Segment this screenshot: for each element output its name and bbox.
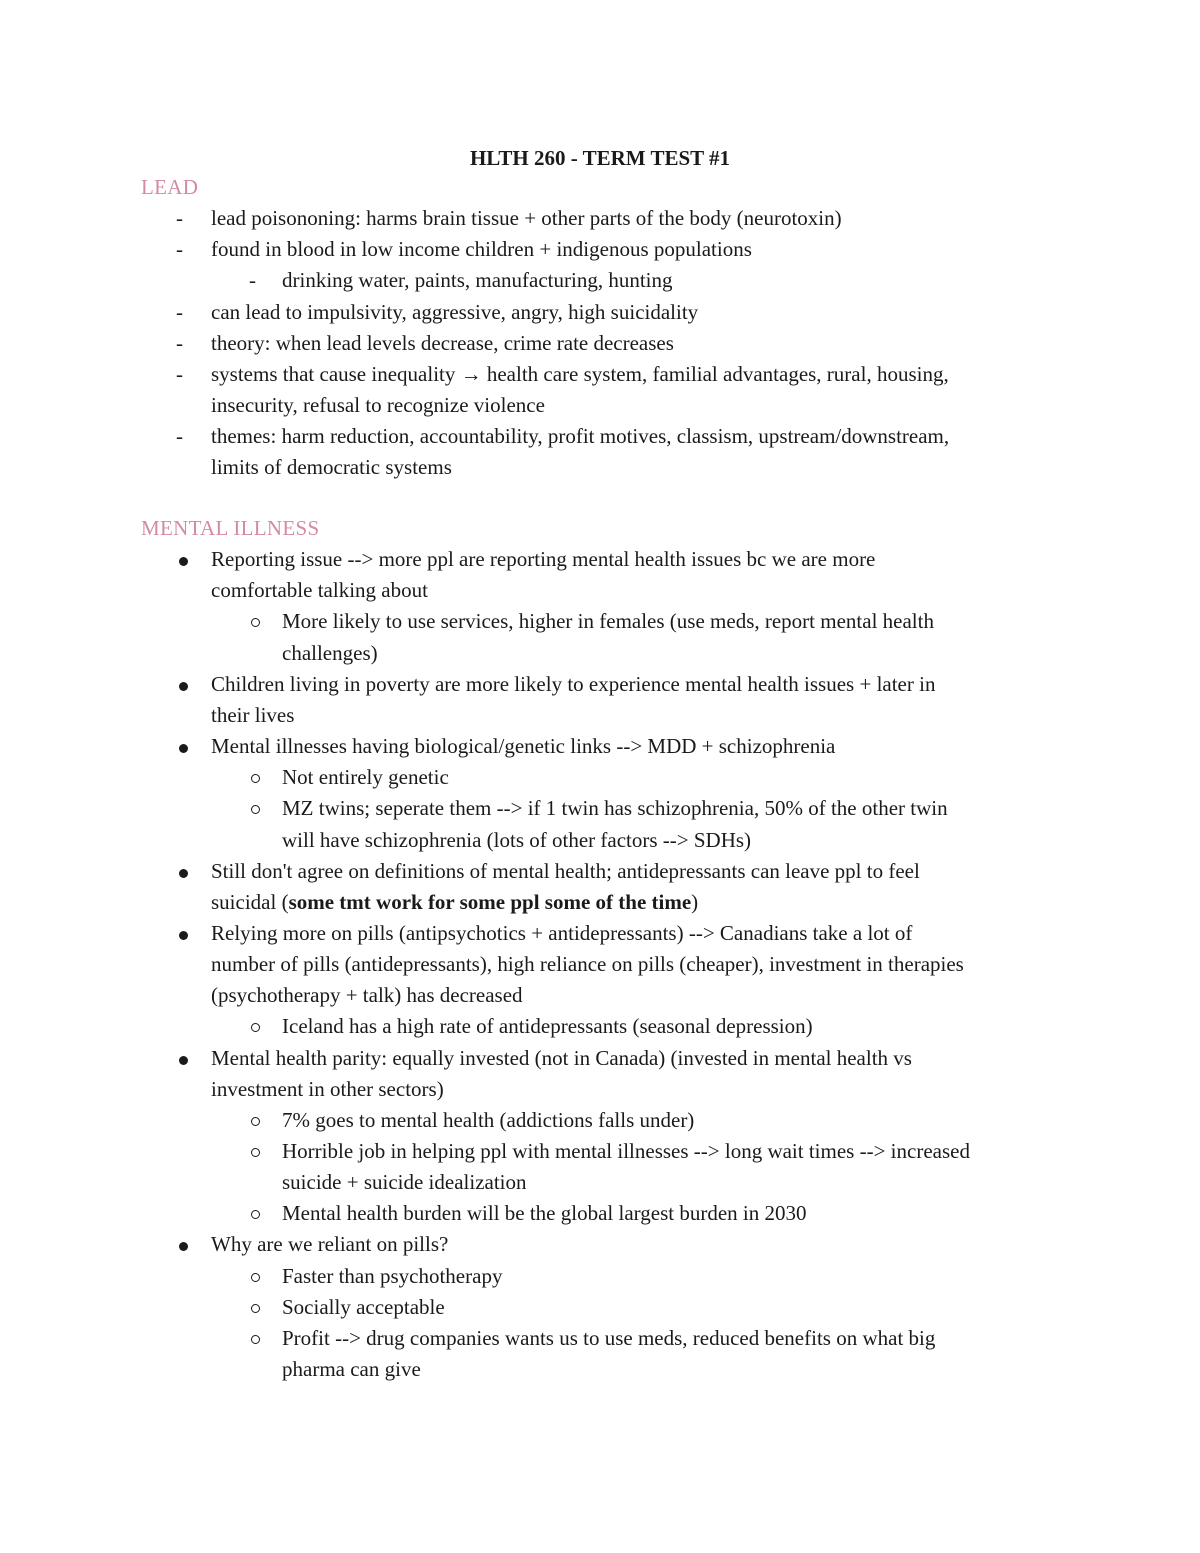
list-item-text: Still don't agree on definitions of mental health; antidepressants can leave ppl to feel — [211, 858, 920, 883]
list-item-text: number of pills (antidepressants), high reliance on pills (cheaper), investment in therapies — [211, 952, 964, 977]
filled-bullet-icon — [179, 557, 188, 566]
hollow-bullet-icon — [251, 1117, 260, 1126]
list-item-text: Mental health parity: equally invested (not in Canada) (invested in mental health vs — [211, 1045, 912, 1070]
section-heading: LEAD — [141, 175, 199, 199]
hollow-bullet-icon — [251, 1304, 260, 1313]
dash-bullet-icon: - — [176, 206, 183, 231]
list-item-text: Profit --> drug companies wants us to use meds, reduced benefits on what big — [282, 1325, 936, 1350]
list-item-text: 7% goes to mental health (addictions falls under) — [282, 1107, 695, 1132]
list-item-text: will have schizophrenia (lots of other factors --> SDHs) — [282, 827, 752, 852]
list-item-text: MZ twins; seperate them --> if 1 twin has schizophrenia, 50% of the other twin — [282, 796, 948, 821]
list-item-text: suicide + suicide idealization — [282, 1170, 527, 1195]
list-item-text: drinking water, paints, manufacturing, hunting — [282, 268, 673, 293]
hollow-bullet-icon — [251, 1273, 260, 1282]
list-item-text — [211, 887, 698, 918]
list-item-text: Socially acceptable — [282, 1294, 445, 1319]
list-item-text: Mental health burden will be the global largest burden in 2030 — [282, 1201, 807, 1226]
dash-bullet-icon: - — [176, 330, 183, 355]
list-item-text-segment: ) — [691, 889, 699, 914]
filled-bullet-icon — [179, 869, 188, 878]
list-item-text: theory: when lead levels decrease, crime rate decreases — [211, 330, 674, 355]
list-item-text: Iceland has a high rate of antidepressants (seasonal depression) — [282, 1014, 813, 1039]
filled-bullet-icon — [179, 682, 188, 691]
list-item-text: Children living in poverty are more likely to experience mental health issues + later in — [211, 671, 936, 696]
list-item-text: (psychotherapy + talk) has decreased — [211, 983, 523, 1008]
list-item-text: systems that cause inequality → health care system, familial advantages, rural, housing, — [211, 361, 949, 386]
filled-bullet-icon — [179, 931, 188, 940]
hollow-bullet-icon — [251, 1023, 260, 1032]
list-item-text: Relying more on pills (antipsychotics + antidepressants) --> Canadians take a lot of — [211, 920, 913, 945]
list-item-text: challenges) — [282, 640, 378, 665]
list-item-text: comfortable talking about — [211, 578, 428, 603]
list-item-text: can lead to impulsivity, aggressive, angry, high suicidality — [211, 299, 699, 324]
dash-bullet-icon: - — [176, 361, 183, 386]
list-item-text: More likely to use services, higher in females (use meds, report mental health — [282, 609, 934, 634]
dash-bullet-icon: - — [249, 268, 256, 293]
dash-bullet-icon: - — [176, 424, 183, 449]
filled-bullet-icon — [179, 1056, 188, 1065]
dash-bullet-icon: - — [176, 237, 183, 262]
filled-bullet-icon — [179, 1242, 188, 1251]
list-item-text: their lives — [211, 702, 295, 727]
dash-bullet-icon: - — [176, 299, 183, 324]
list-item-text: Reporting issue --> more ppl are reporting mental health issues bc we are more — [211, 547, 876, 572]
document-title: HLTH 260 - TERM TEST #1 — [469, 146, 731, 170]
list-item-text: pharma can give — [282, 1357, 421, 1382]
hollow-bullet-icon — [251, 1210, 260, 1219]
hollow-bullet-icon — [251, 774, 260, 783]
list-item-text: Why are we reliant on pills? — [211, 1232, 449, 1257]
filled-bullet-icon — [179, 744, 188, 753]
hollow-bullet-icon — [251, 1148, 260, 1157]
list-item-text: themes: harm reduction, accountability, profit motives, classism, upstream/downstream, — [211, 424, 950, 449]
list-item-text: lead poisononing: harms brain tissue + other parts of the body (neurotoxin) — [211, 206, 842, 231]
list-item-text: Mental illnesses having biological/genetic links --> MDD + schizophrenia — [211, 734, 836, 759]
list-item-text-segment: suicidal ( — [211, 889, 289, 914]
list-item-text: limits of democratic systems — [211, 455, 452, 480]
hollow-bullet-icon — [251, 1335, 260, 1344]
list-item-text: investment in other sectors) — [211, 1076, 444, 1101]
section-heading: MENTAL ILLNESS — [141, 516, 320, 540]
bold-emphasis-text: some tmt work for some ppl some of the time — [288, 889, 692, 914]
list-item-text: Horrible job in helping ppl with mental illnesses --> long wait times --> increased — [282, 1139, 970, 1163]
list-item-text: insecurity, refusal to recognize violence — [211, 393, 545, 418]
hollow-bullet-icon — [251, 618, 260, 627]
list-item-text: found in blood in low income children + indigenous populations — [211, 237, 752, 262]
hollow-bullet-icon — [251, 805, 260, 814]
list-item-text: Not entirely genetic — [282, 765, 449, 790]
list-item-text: Faster than psychotherapy — [282, 1263, 503, 1288]
